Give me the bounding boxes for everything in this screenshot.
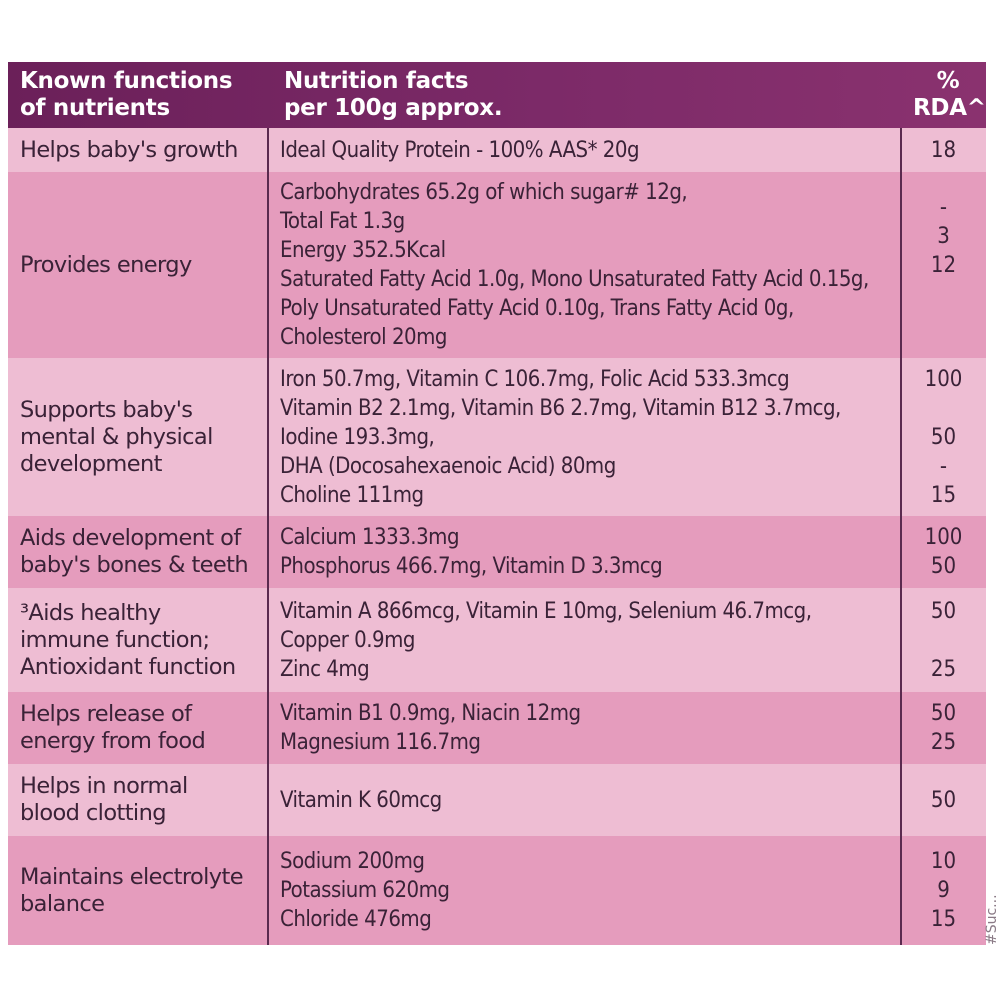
table-row [8,764,986,836]
function-cell: Aids development of baby's bones & teeth [20,525,249,578]
facts-cell: Vitamin B1 0.9mg, Niacin 12mg Magnesium 116.7mg [280,701,581,755]
function-cell: Helps baby's growth [20,136,238,163]
facts-cell: Vitamin A 866mcg, Vitamin E 10mg, Selenium 46.7mcg, Copper 0.9mg Zinc 4mg [280,598,812,682]
function-cell: ³Aids healthy immune function; Antioxidant function [20,599,236,680]
rda-cell: - 3 12 [930,194,957,278]
header-rda: % RDA^ [913,68,986,121]
table-row [8,516,986,588]
rda-cell: 50 25 [930,598,957,682]
rda-cell: 100 50 - 15 [924,366,963,508]
nutrition-table [8,62,986,945]
rda-cell: 10 9 15 [930,849,957,932]
column-divider [900,128,902,945]
function-cell: Helps release of energy from food [20,701,206,754]
table-row [8,172,986,358]
facts-cell: Carbohydrates 65.2g of which sugar# 12g, Total Fat 1.3g Energy 352.5Kcal Saturated Fatty Acid 1.0g, Mono Unsaturated Fatty Acid 0.15g, Poly Unsaturated Fatty Acid 0.10g, Trans Fatty Acid 0g, Cholesterol 20mg [280,180,869,350]
table-row [8,588,986,692]
facts-cell: Sodium 200mg Potassium 620mg Chloride 476mg [280,849,450,932]
header-known-functions: Known functions of nutrients [20,68,233,121]
table-row [8,836,986,945]
facts-cell: Calcium 1333.3mg Phosphorus 466.7mg, Vitamin D 3.3mcg [280,525,663,579]
table-row [8,692,986,764]
rda-cell: 50 [930,787,957,813]
facts-cell: Ideal Quality Protein - 100% AAS* 20g [280,137,640,163]
rda-cell: 18 [930,137,957,163]
function-cell: Helps in normal blood clotting [20,773,188,826]
function-cell: Maintains electrolyte balance [20,863,243,917]
function-cell: Supports baby's mental & physical development [20,396,213,477]
header-nutrition-facts: Nutrition facts per 100g approx. [284,68,503,121]
facts-cell: Iron 50.7mg, Vitamin C 106.7mg, Folic Acid 533.3mcg Vitamin B2 2.1mg, Vitamin B6 2.7mg, Vitamin B12 3.7mcg, Iodine 193.3mg, DHA (Docosahexaenoic Acid) 80mg Choline 111mg [280,366,841,508]
facts-cell: Vitamin K 60mcg [280,787,442,813]
table-header [8,62,986,128]
table-row [8,358,986,516]
table-row [8,128,986,172]
rda-cell: 50 25 [930,701,957,755]
function-cell: Provides energy [20,251,192,278]
side-note: #Suc... [984,894,1000,945]
column-divider [267,128,269,945]
rda-cell: 100 50 [924,525,963,579]
